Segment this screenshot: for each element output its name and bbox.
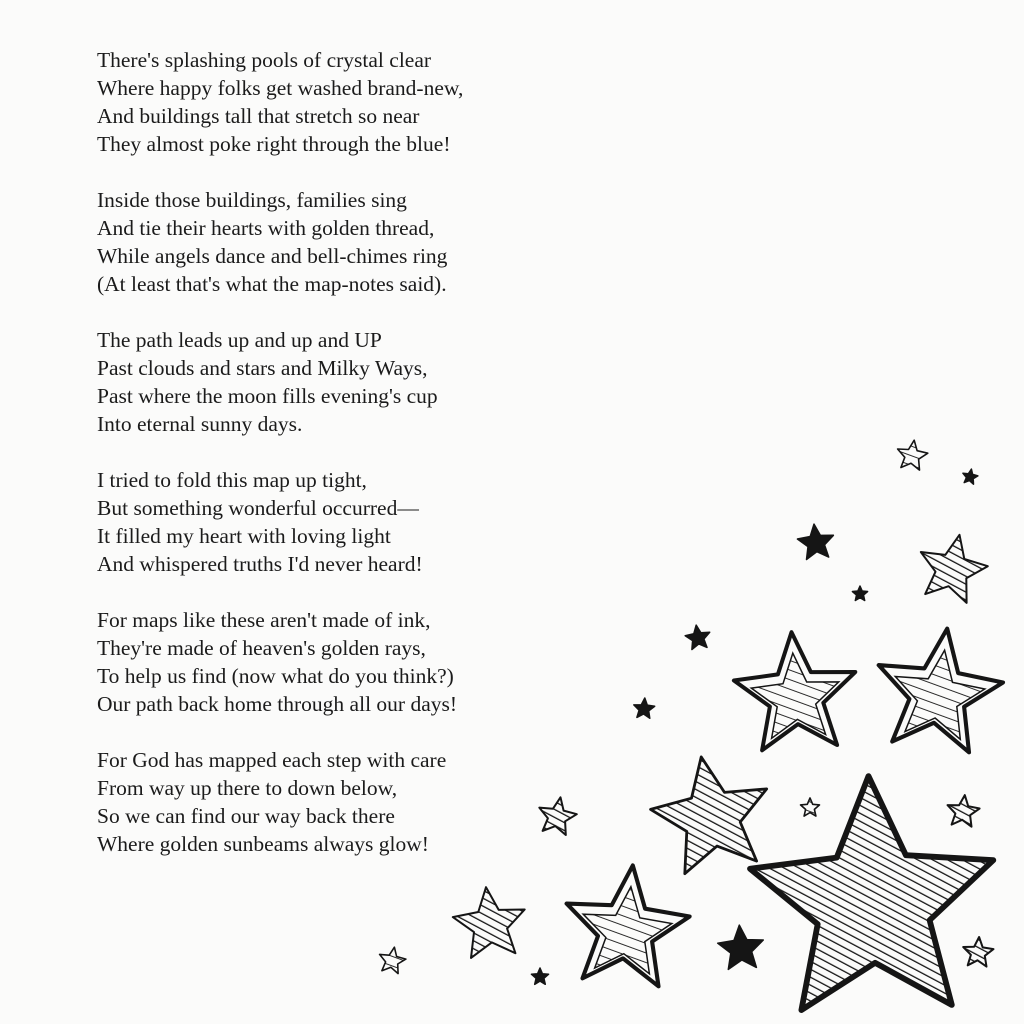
poem: [97, 46, 657, 886]
poem-line: So we can find our way back there: [97, 804, 395, 828]
star-doodle-icon: [948, 795, 980, 827]
star-doodle-icon: [453, 887, 525, 958]
stanza-6: [97, 746, 657, 858]
poem-line: I tried to fold this map up tight,: [97, 468, 367, 492]
star-doodle-icon: [583, 887, 672, 974]
stanza-4: [97, 466, 657, 578]
poem-line: Past clouds and stars and Milky Ways,: [97, 356, 428, 380]
star-doodle-icon: [963, 937, 993, 967]
poem-line: They almost poke right through the blue!: [97, 132, 451, 156]
poem-line: Into eternal sunny days.: [97, 412, 303, 436]
star-doodle-icon: [651, 757, 767, 874]
poem-line: While angels dance and bell-chimes ring: [97, 244, 448, 268]
star-doodle-icon: [879, 629, 1003, 753]
star-doodle-icon: [734, 632, 855, 750]
poem-line: Where happy folks get washed brand-new,: [97, 76, 464, 100]
stanza-5: [97, 606, 657, 718]
poem-line: It filled my heart with loving light: [97, 524, 391, 548]
poem-line: And whispered truths I'd never heard!: [97, 552, 423, 576]
poem-line: They're made of heaven's golden rays,: [97, 636, 426, 660]
star-doodle-icon: [531, 968, 548, 984]
star-doodle-icon: [750, 776, 993, 1010]
poem-line: And tie their hearts with golden thread,: [97, 216, 435, 240]
poem-line: But something wonderful occurred—: [97, 496, 419, 520]
star-doodle-icon: [380, 947, 406, 973]
stanza-3: [97, 326, 657, 438]
poem-line: For God has mapped each step with care: [97, 748, 447, 772]
star-doodle-icon: [895, 650, 985, 739]
poem-line: Past where the moon fills evening's cup: [97, 384, 438, 408]
poem-line: Our path back home through all our days!: [97, 692, 458, 716]
star-doodle-icon: [852, 586, 867, 601]
poem-line: Inside those buildings, families sing: [97, 188, 407, 212]
star-doodle-icon: [898, 440, 928, 470]
star-doodle-icon: [921, 535, 988, 603]
stanza-1: [97, 46, 657, 158]
poem-line: And buildings tall that stretch so near: [97, 104, 420, 128]
star-doodle-icon: [801, 798, 820, 816]
star-doodle-icon: [797, 524, 833, 559]
star-doodle-icon: [718, 925, 764, 969]
poem-line: Where golden sunbeams always glow!: [97, 832, 429, 856]
stanza-2: [97, 186, 657, 298]
star-doodle-icon: [685, 625, 710, 649]
star-doodle-icon: [751, 653, 838, 738]
poem-line: To help us find (now what do you think?): [97, 664, 454, 688]
poem-line: The path leads up and up and UP: [97, 328, 382, 352]
poem-line: From way up there to down below,: [97, 776, 398, 800]
poem-line: There's splashing pools of crystal clear: [97, 48, 432, 72]
poem-line: For maps like these aren't made of ink,: [97, 608, 431, 632]
poem-line: (At least that's what the map-notes said).: [97, 272, 447, 296]
star-doodle-icon: [963, 469, 978, 484]
